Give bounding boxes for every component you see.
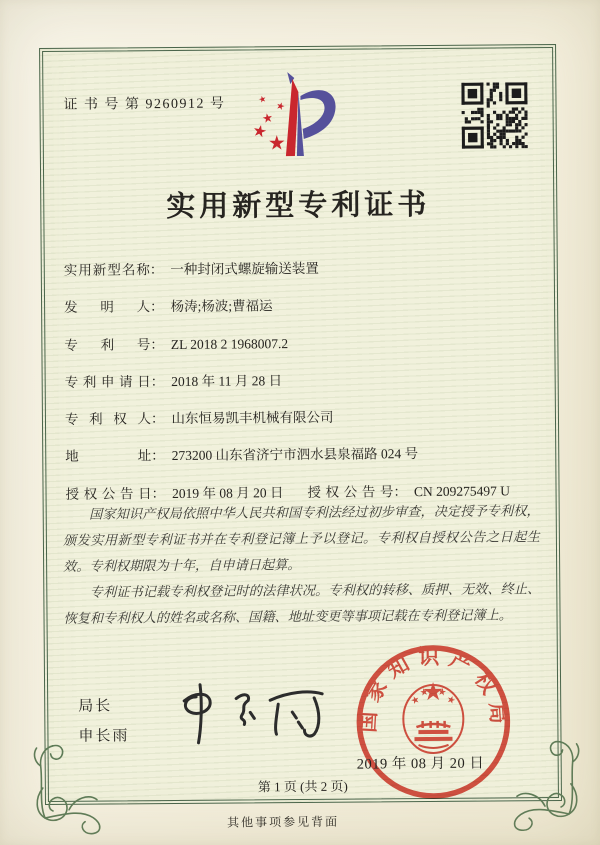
footer-note: 其他事项参见背面 (227, 814, 340, 830)
legal-paragraph-2: 专利证书记载专利权登记时的法律状况。专利权的转移、质押、无效、终止、恢复和专利权人的姓名或名称、国籍、地址变更等事项记载在专利登记簿上。 (63, 581, 541, 626)
seal-text: 国家知识产权局 (355, 644, 512, 734)
director-name: 申长雨 (78, 728, 130, 745)
field-colon: ： (150, 373, 165, 390)
legal-paragraph-1: 国家知识产权局依照中华人民共和国专利法经过初步审查，决定授予专利权，颁发实用新型专利证书并在专利登记簿上予以登记。专利权自授权公告之日起生效。专利权期限为十年，自申请日起算。 (62, 503, 540, 574)
field-colon: ： (151, 448, 165, 464)
field-label: 发明人 (64, 299, 151, 316)
grant-date-value: 2019 年 08 月 20 日 (171, 484, 284, 501)
field-row-filing-date (65, 360, 510, 401)
field-row-address (65, 435, 510, 476)
field-colon: ： (151, 485, 166, 501)
field-value: 一种封闭式螺旋输送装置 (170, 260, 319, 278)
grant-no-value: CN 209275497 U (413, 483, 510, 499)
field-value: 山东恒易凯丰机械有限公司 (171, 409, 334, 427)
field-row-patent-no (64, 323, 509, 364)
director-signature-icon (170, 678, 351, 754)
field-colon: ： (150, 299, 164, 315)
field-value: 2018 年 11 月 28 日 (171, 373, 283, 389)
field-value: 273200 山东省济宁市泗水县泉福路 024 号 (171, 446, 419, 464)
fields-block (64, 248, 510, 513)
field-row-name (64, 248, 509, 289)
field-label: 专利申请日 (64, 374, 151, 390)
corner-flourish-left-icon (28, 717, 159, 838)
field-label: 专利号 (64, 336, 151, 353)
field-colon: ： (150, 336, 164, 352)
field-colon: ： (393, 483, 407, 500)
grant-no-label: 授权公告号 (307, 484, 394, 500)
field-label: 地址 (65, 448, 152, 465)
corner-flourish-right-icon (454, 714, 585, 835)
field-value: ZL 2018 2 1968007.2 (170, 335, 289, 352)
page-indicator: 第 1 页 (共 2 页) (257, 778, 348, 795)
field-label: 实用新型名称 (63, 262, 150, 278)
field-row-patentee (65, 398, 510, 439)
field-label: 专利权人 (64, 411, 152, 428)
seal-date: 2019 年 08 月 20 日 (356, 755, 485, 773)
field-value: 杨涛;杨波;曹福运 (170, 298, 273, 315)
field-colon: ： (150, 411, 165, 427)
qr-code (461, 82, 528, 149)
certificate-title: 实用新型专利证书 (166, 188, 431, 224)
legal-text (63, 498, 541, 632)
field-colon: ： (149, 262, 164, 278)
director-title: 局长 (78, 698, 113, 715)
field-row-inventors (64, 286, 509, 327)
grant-date-label: 授权公告日 (65, 485, 152, 502)
cnipa-logo-icon (232, 66, 363, 167)
certificate-number: 证 书 号 第 9260912 号 (63, 96, 226, 113)
